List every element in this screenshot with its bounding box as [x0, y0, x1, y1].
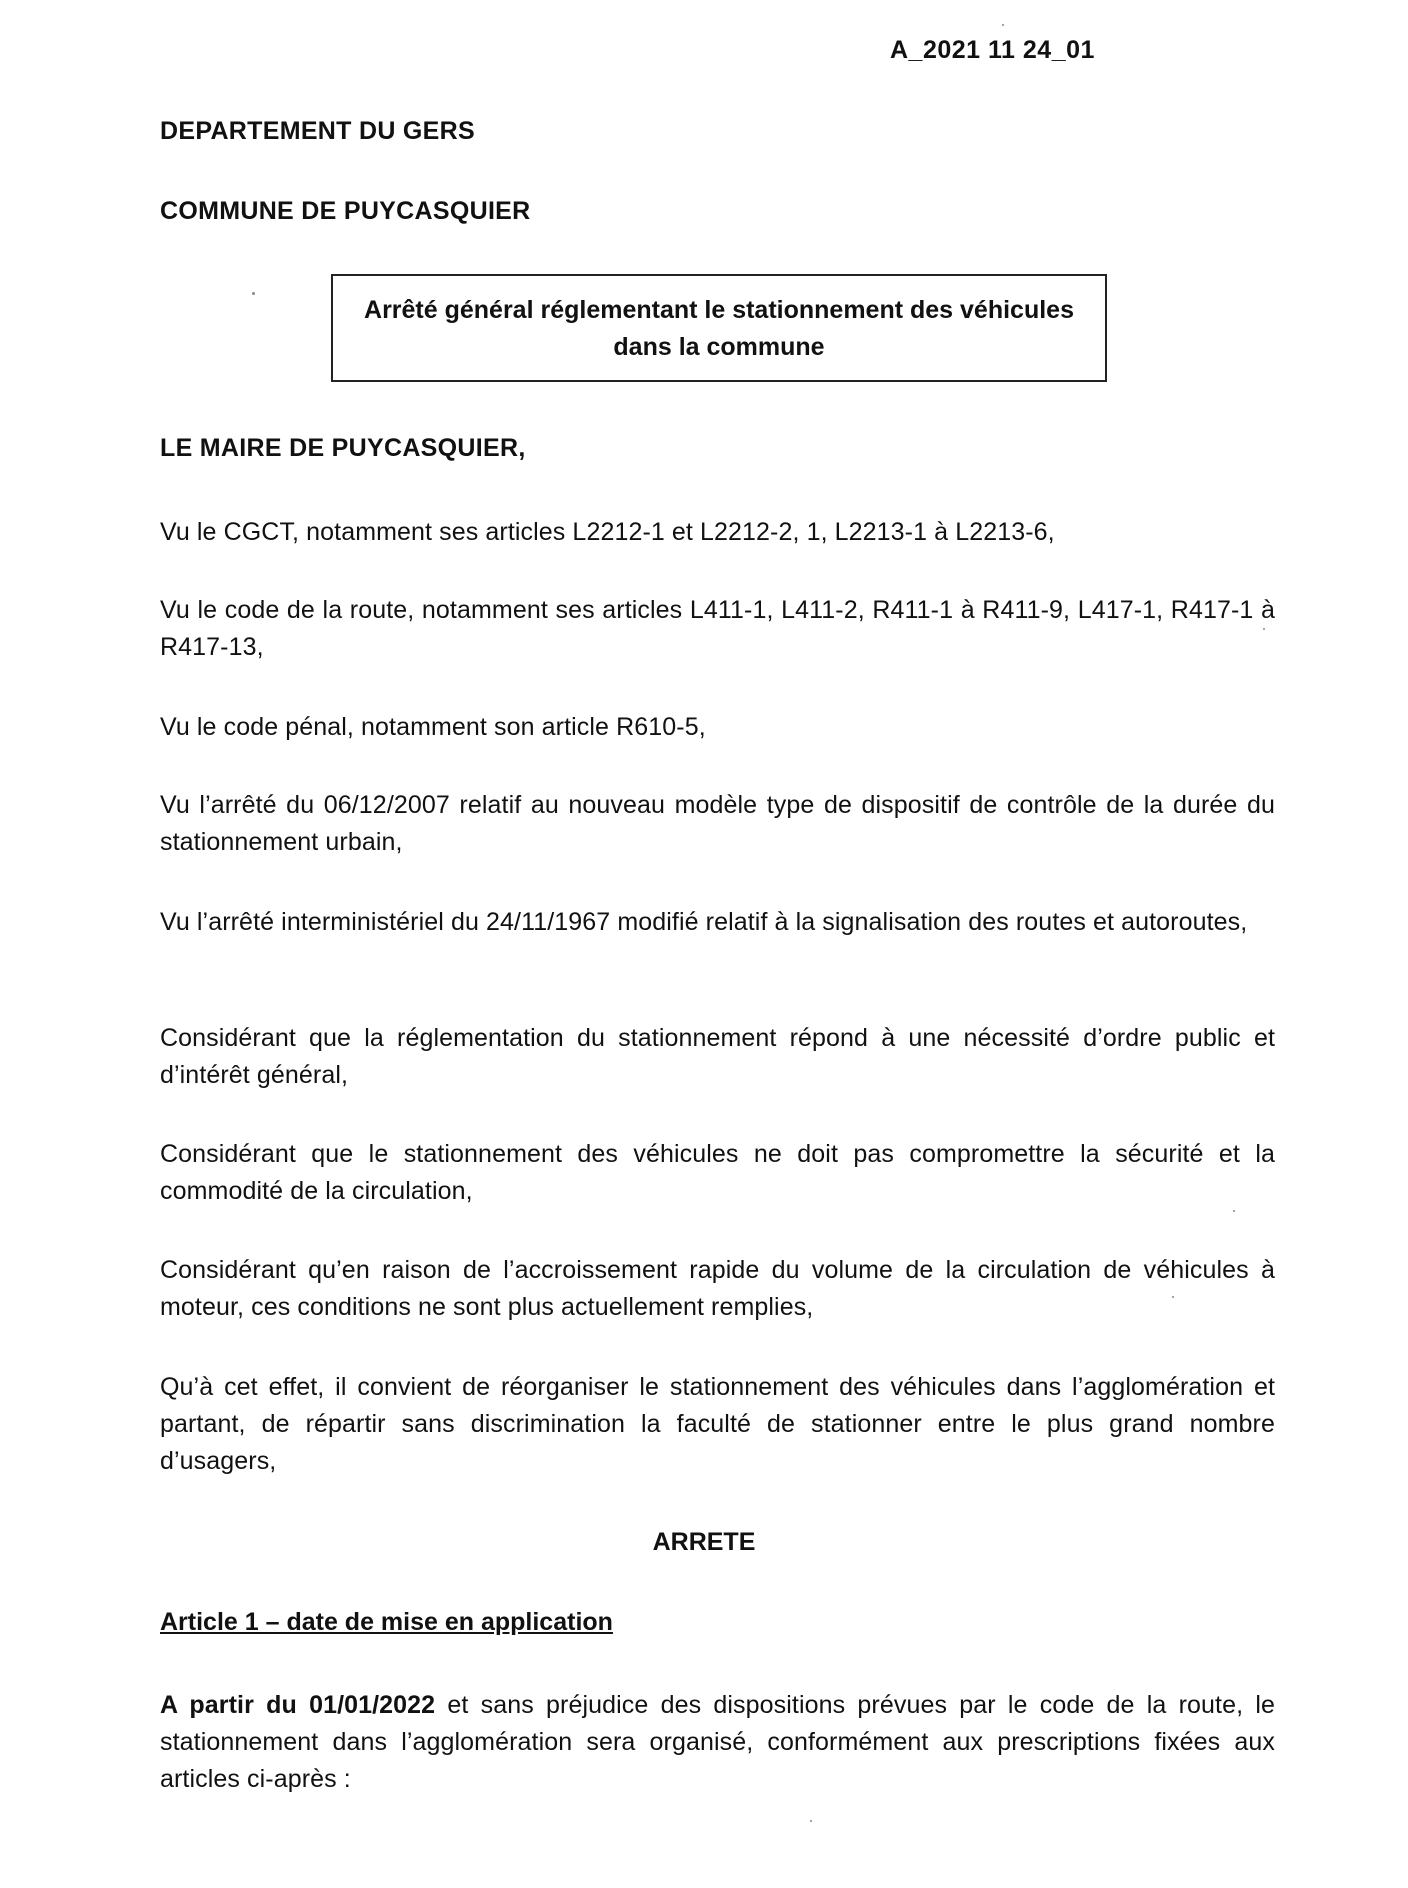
- decree-title-line-1: Arrêté général réglementant le stationnement des véhicules: [364, 296, 1074, 324]
- scan-speck: [810, 1820, 812, 1822]
- preamble-paragraph: Considérant que le stationnement des véhicules ne doit pas compromettre la sécurité et la commodité de la circulation,: [160, 1140, 1275, 1205]
- decree-title-line-2: dans la commune: [613, 333, 825, 361]
- mayor-heading: LE MAIRE DE PUYCASQUIER,: [160, 434, 526, 462]
- article-1-paragraph: [160, 1687, 1275, 1798]
- preamble-paragraph: Vu l’arrêté interministériel du 24/11/1967 modifié relatif à la signalisation des routes et autoroutes,: [160, 908, 1248, 936]
- decree-heading: ARRETE: [652, 1528, 756, 1556]
- scan-speck: [252, 292, 255, 295]
- scan-speck: [1263, 628, 1265, 630]
- article-1-text: et sans préjudice des dispositions prévues par le code de la route, le stationnement dans l’agglomération sera organisé, conformément aux prescriptions fixées aux articles ci-après :: [160, 1691, 1275, 1793]
- preamble-paragraph: Vu le code pénal, notamment son article R610-5,: [160, 713, 706, 741]
- preamble-paragraph: Vu le code de la route, notamment ses articles L411-1, L411-2, R411-1 à R411-9, L417-1, R417-1 à R417-13,: [160, 596, 1275, 661]
- article-1-title: Article 1 – date de mise en application: [160, 1608, 613, 1636]
- preamble-paragraph: Considérant qu’en raison de l’accroissement rapide du volume de la circulation de véhicules à moteur, ces conditions ne sont plus actuellement remplies,: [160, 1256, 1275, 1321]
- preamble-paragraph: Qu’à cet effet, il convient de réorganiser le stationnement des véhicules dans l’agglomération et partant, de répartir sans discrimination la faculté de stationner entre le plus grand nombre d’usagers,: [160, 1373, 1275, 1475]
- department-heading: DEPARTEMENT DU GERS: [160, 117, 475, 145]
- scan-speck: [1002, 24, 1004, 26]
- document-reference: A_2021 11 24_01: [890, 36, 1095, 64]
- decree-title-box: [331, 274, 1107, 382]
- preamble-paragraph: Vu le CGCT, notamment ses articles L2212-1 et L2212-2, 1, L2213-1 à L2213-6,: [160, 518, 1055, 546]
- scan-speck: [1233, 1210, 1235, 1212]
- commune-heading: COMMUNE DE PUYCASQUIER: [160, 197, 531, 225]
- article-1-date: A partir du 01/01/2022: [160, 1691, 436, 1719]
- preamble-paragraph: Considérant que la réglementation du stationnement répond à une nécessité d’ordre public et d’intérêt général,: [160, 1024, 1275, 1089]
- scan-speck: [1172, 1296, 1174, 1298]
- preamble-paragraph: Vu l’arrêté du 06/12/2007 relatif au nouveau modèle type de dispositif de contrôle de la durée du stationnement urbain,: [160, 791, 1275, 856]
